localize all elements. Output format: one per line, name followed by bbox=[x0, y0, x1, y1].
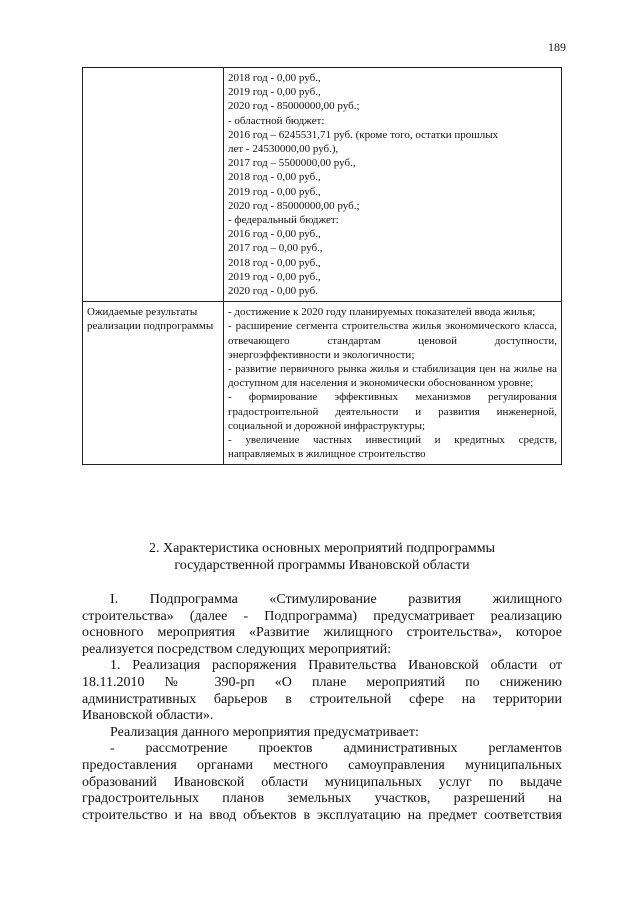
financing-values-cell bbox=[224, 68, 562, 302]
text-line: административных барьеров в строительной сфере на территории bbox=[82, 691, 562, 707]
financing-line: 2019 год - 0,00 руб., bbox=[228, 270, 321, 283]
section-title-line-1: 2. Характеристика основных мероприятий подпрограммы bbox=[148, 541, 496, 556]
paragraph-review-regulations bbox=[82, 741, 562, 824]
section-title-line-2: государственной программы Ивановской области bbox=[174, 558, 470, 573]
financing-line: 2017 год – 0,00 руб., bbox=[228, 242, 323, 255]
financing-line: 2020 год - 85000000,00 руб.; bbox=[228, 100, 360, 113]
text-line: - рассмотрение проектов административных регламентов bbox=[110, 741, 562, 757]
table-row-expected-results bbox=[83, 302, 562, 465]
text-line: 1. Реализация распоряжения Правительства Ивановской области от bbox=[110, 658, 562, 674]
body-text bbox=[82, 592, 562, 824]
financing-line: 2020 год - 0,00 руб. bbox=[228, 285, 318, 298]
table-row-financing bbox=[83, 68, 562, 302]
text-line: 18.11.2010 № 390-рп «О плане мероприятий по снижению bbox=[82, 674, 562, 690]
financing-line: - областной бюджет: bbox=[228, 114, 325, 127]
text-line: градостроительных планов земельных участков, разрешений на bbox=[82, 791, 562, 807]
expected-result-item: - достижение к 2020 году планируемых показателей ввода жилья; bbox=[228, 306, 536, 319]
paragraph-order-implementation bbox=[82, 658, 562, 724]
financing-line: - федеральный бюджет: bbox=[228, 214, 339, 227]
paragraph-measure-provides bbox=[82, 725, 562, 742]
financing-line: 2018 год - 0,00 руб., bbox=[228, 171, 321, 184]
expected-results-label: Ожидаемые результаты реализации подпрограммы bbox=[83, 302, 224, 465]
page-number: 189 bbox=[548, 40, 566, 54]
text-line: строительство и на ввод объектов в эксплуатацию на предмет соответствия bbox=[82, 807, 562, 823]
financing-line: 2019 год - 0,00 руб., bbox=[228, 86, 321, 99]
financing-line: 2017 год – 5500000,00 руб., bbox=[228, 157, 356, 170]
expected-result-item: - расширение сегмента строительства жилья экономического класса, отвечающего стандартам ценовой доступности, энергоэффективности и экологичности; bbox=[228, 320, 557, 361]
section-title bbox=[82, 540, 562, 574]
paragraph-subprogram-intro bbox=[82, 592, 562, 658]
financing-line: 2019 год - 0,00 руб., bbox=[228, 185, 321, 198]
expected-results-cell bbox=[224, 302, 562, 465]
text-line: основного мероприятия «Развитие жилищного строительства», которое bbox=[82, 625, 562, 641]
text-line: Ивановской области». bbox=[82, 708, 214, 724]
financing-line: 2020 год - 85000000,00 руб.; bbox=[228, 199, 360, 212]
financing-line: 2016 год – 6245531,71 руб. (кроме того, остатки прошлых bbox=[228, 128, 499, 141]
financing-line: 2018 год - 0,00 руб., bbox=[228, 256, 321, 269]
expected-result-item: - развитие первичного рынка жилья и стабилизация цен на жилье на доступном для населения и экономически обоснованном уровне; bbox=[228, 363, 557, 390]
financing-label-cell bbox=[83, 68, 224, 302]
expected-result-item: - увеличение частных инвестиций и кредитных средств, направляемых в жилищное строительство bbox=[228, 434, 557, 461]
subprogram-passport-table bbox=[82, 67, 562, 465]
text-line: I. Подпрограмма «Стимулирование развития жилищного bbox=[110, 592, 562, 607]
text-line: образований Ивановской области муниципальных услуг по выдаче bbox=[82, 774, 562, 790]
text-line: строительства» (далее - Подпрограмма) предусматривает реализацию bbox=[82, 608, 562, 624]
expected-result-item: - формирование эффективных механизмов регулирования градостроительной деятельности и развития инженерной, социальной и дорожной инфраструктуры; bbox=[228, 391, 557, 432]
financing-line: 2018 год - 0,00 руб., bbox=[228, 72, 321, 84]
financing-line: лет - 24530000,00 руб.), bbox=[228, 143, 339, 156]
text-line: предоставления органами местного самоуправления муниципальных bbox=[82, 757, 562, 773]
text-line: Реализация данного мероприятия предусматривает: bbox=[110, 724, 419, 740]
financing-line: 2016 год - 0,00 руб., bbox=[228, 228, 321, 241]
text-line: реализуется посредством следующих мероприятий: bbox=[82, 641, 392, 657]
